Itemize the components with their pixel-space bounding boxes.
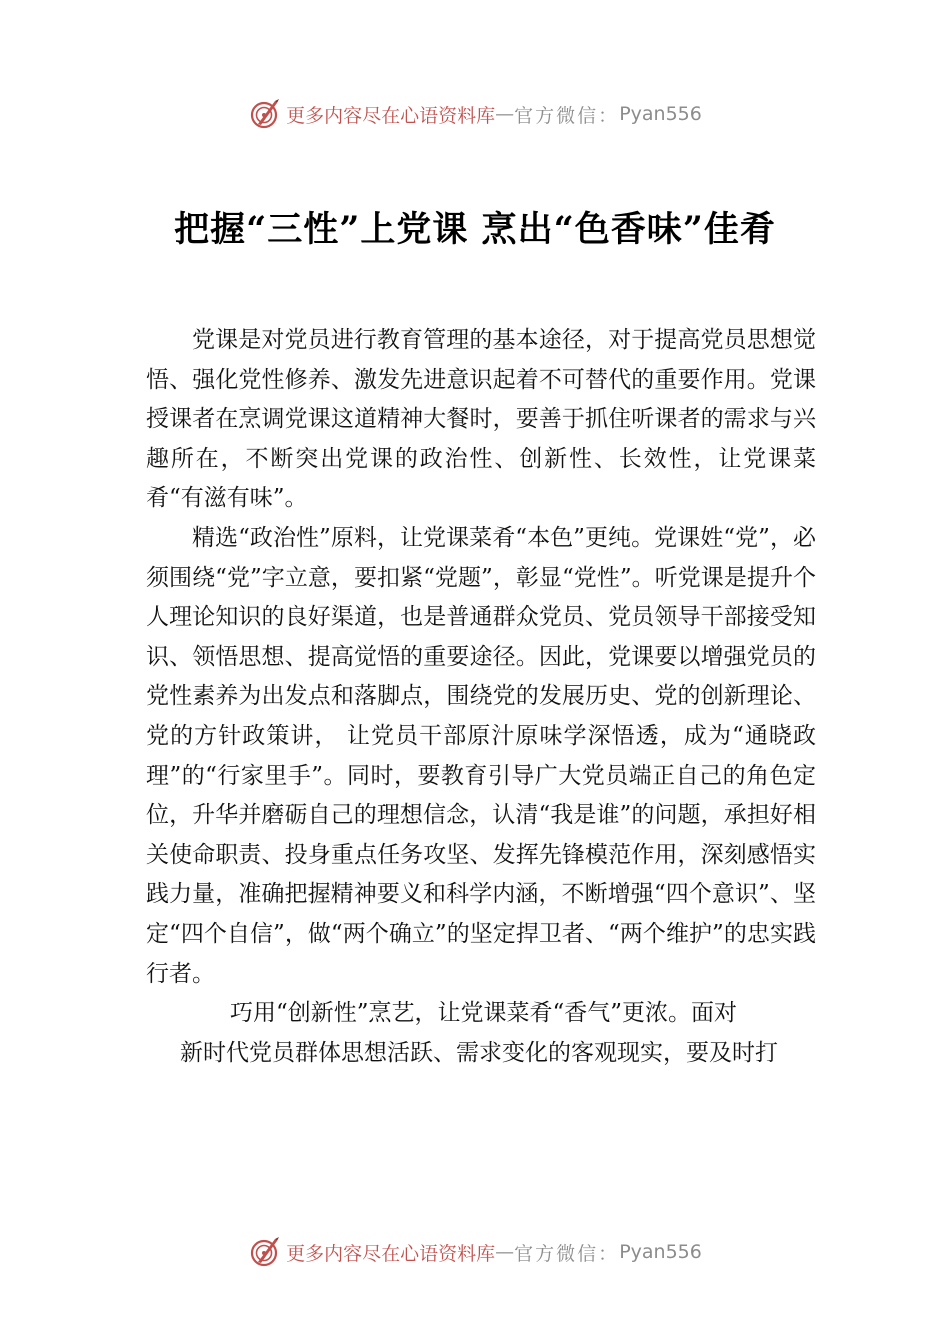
paragraph-political: 精选“政治性”原料，让党课菜肴“本色”更纯。党课姓“党”，必须围绕“党”字立意，要扣紧“党题”，彰显“党性”。听党课是提升个人理论知识的良好渠道，也是普通群众党员、党员领导干部接受知识、领悟思想、提高觉悟的重要途径。因此，党课要以增强党员的党性素养为出发点和落脚点，围绕党的发展历史、党的创新理论、党的方针政策讲， 让党员干部原汁原味学深悟透，成为“通晓政理”的“行家里手”。同时，要教育引导广大党员端正自己的角色定位，升华并磨砺自己的理想信念，认清“我是谁”的问题，承担好相关使命职责、投身重点任务攻坚、发挥先锋模范作用，深刻感悟实践力量，准确把握精神要义和科学内涵，不断增强“四个意识”、坚定“四个自信”，做“两个确立”的坚定捍卫者、“两个维护”的忠实践行者。: [146, 524, 816, 987]
banner-separator: —: [495, 1241, 515, 1263]
brand-text: 更多内容尽在心语资料库: [286, 1242, 496, 1265]
brand-text: 更多内容尽在心语资料库: [286, 104, 496, 127]
paragraph-innovative: [146, 994, 810, 1073]
wechat-label: 官方微信：: [514, 104, 620, 127]
paragraph-intro: 党课是对党员进行教育管理的基本途径，对于提高党员思想觉悟、强化党性修养、激发先进意识起着不可替代的重要作用。党课授课者在烹调党课这道精神大餐时，要善于抓住听课者的需求与兴趣所在，不断突出党课的政治性、创新性、长效性，让党课菜肴“有滋有味”。: [146, 327, 816, 512]
header-banner: [0, 94, 950, 134]
footer-banner: [0, 1232, 950, 1272]
document-body: [146, 321, 816, 1073]
document-title: 把握“三性”上党课 烹出“色香味”佳肴: [174, 209, 776, 250]
paragraph-innovative-line1: 巧用“创新性”烹艺，让党课菜肴“香气”更浓。面对: [230, 1000, 738, 1027]
wechat-id: Pyan556: [619, 103, 702, 125]
wechat-label: 官方微信：: [514, 1242, 620, 1265]
quill-pen-logo-icon: [248, 97, 282, 131]
banner-separator: —: [495, 103, 515, 125]
wechat-id: Pyan556: [619, 1241, 702, 1263]
paragraph-innovative-line2: 新时代党员群体思想活跃、需求变化的客观现实，要及时打: [180, 1039, 778, 1066]
quill-pen-logo-icon: [248, 1235, 282, 1269]
